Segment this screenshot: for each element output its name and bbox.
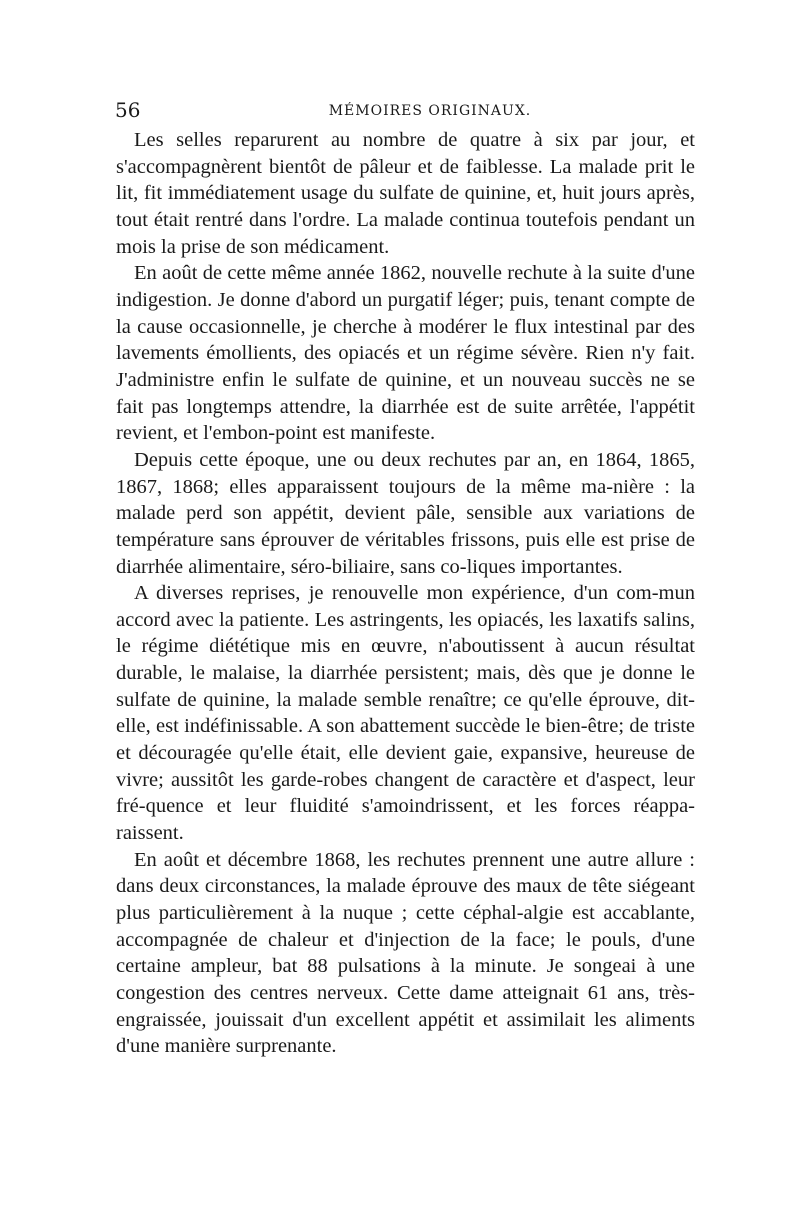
page-number: 56 xyxy=(115,98,141,122)
paragraph: Les selles reparurent au nombre de quatre à six par jour, et s'accompagnèrent bientôt de pâleur et de faiblesse. La malade prit le lit, fit immédiatement usage du sulfate de quinine, et, huit jours après, tout était rentré dans l'ordre. La malade continua toutefois pendant un mois la prise de son médicament. xyxy=(116,129,695,258)
paragraph: A diverses reprises, je renouvelle mon expérience, d'un com-mun accord avec la patiente. Les astringents, les opiacés, les laxatifs salins, le régime diététique mis en œuvre, n'aboutissent à aucun résultat durable, le malaise, la diarrhée persistent; mais, dès que je donne le sulfate de quinine, la malade semble renaître; ce qu'elle éprouve, dit-elle, est indéfinissable. A son abattement succède le bien-être; de triste et découragée qu'elle était, elle devient gaie, expansive, heureuse de vivre; aussitôt les garde-robes changent de caractère et d'aspect, leur fré-quence et leur fluidité s'amoindrissent, et les forces réappa-raissent. xyxy=(116,582,695,845)
paragraph: Depuis cette époque, une ou deux rechutes par an, en 1864, 1865, 1867, 1868; elles apparaissent toujours de la même ma-nière : la malade perd son appétit, devient pâle, sensible aux variations de température sans éprouver de véritables frissons, puis elle est prise de diarrhée alimentaire, séro-biliaire, sans co-liques importantes. xyxy=(116,448,695,578)
paragraph: En août et décembre 1868, les rechutes prennent une autre allure : dans deux circonstances, la malade éprouve des maux de tête siégeant plus particulièrement à la nuque ; cette céphal-algie est accablante, accompagnée de chaleur et d'injection de la face; le pouls, d'une certaine ampleur, bat 88 pulsations à la minute. Je songeai à une congestion des centres nerveux. Cette dame atteignait 61 ans, très-engraissée, jouissait d'un excellent appétit et assimilait les aliments d'une manière surprenante. xyxy=(116,848,695,1058)
paragraph: En août de cette même année 1862, nouvelle rechute à la suite d'une indigestion. Je donne d'abord un purgatif léger; puis, tenant compte de la cause occasionnelle, je cherche à modérer le flux intestinal par des lavements émollients, des opiacés et un régime sévère. Rien n'y fait. J'administre enfin le sulfate de quinine, et un nouveau succès ne se fait pas longtemps attendre, la diarrhée est de suite arrêtée, l'appétit revient, et l'embon-point est manifeste. xyxy=(116,262,695,445)
running-title: MÉMOIRES ORIGINAUX. xyxy=(328,103,532,119)
body-text xyxy=(116,127,695,1060)
running-head xyxy=(115,99,695,121)
